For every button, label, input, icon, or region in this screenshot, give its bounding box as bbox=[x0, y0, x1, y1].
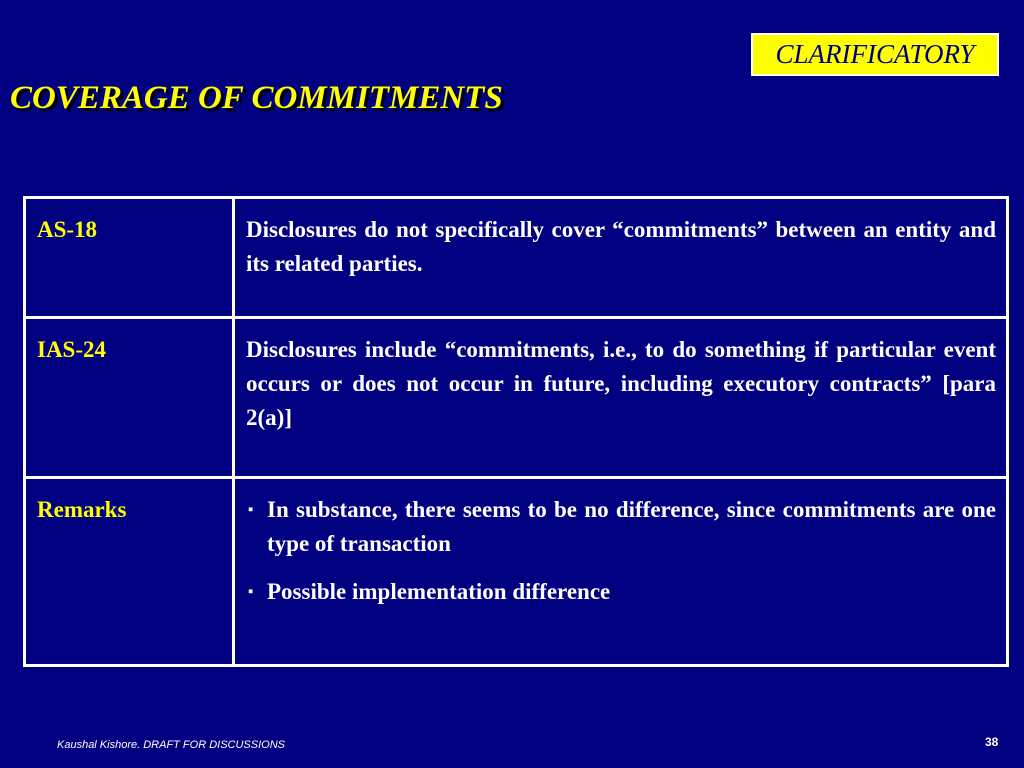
bullet-text: Possible implementation difference bbox=[267, 579, 611, 604]
remarks-list bbox=[246, 493, 996, 609]
list-item bbox=[246, 575, 996, 609]
square-bullet-icon: ▪ bbox=[248, 584, 254, 600]
square-bullet-icon: ▪ bbox=[248, 502, 254, 518]
row-label: Remarks bbox=[25, 478, 234, 666]
remarks-cell bbox=[234, 478, 1008, 666]
badge-label: CLARIFICATORY bbox=[775, 39, 975, 69]
row-text: Disclosures include “commitments, i.e., to do something if particular event occurs or does not occur in future, including executory contracts” [para 2(a)] bbox=[234, 318, 1008, 478]
page-number: 38 bbox=[985, 735, 999, 749]
table-row bbox=[25, 318, 1008, 478]
row-label: AS-18 bbox=[25, 198, 234, 318]
bullet-text: In substance, there seems to be no difference, since commitments are one type of transaction bbox=[267, 497, 996, 556]
list-item bbox=[246, 493, 996, 561]
row-text: Disclosures do not specifically cover “commitments” between an entity and its related parties. bbox=[234, 198, 1008, 318]
slide-title: COVERAGE OF COMMITMENTS bbox=[10, 80, 503, 116]
comparison-table bbox=[23, 196, 1009, 667]
table-row bbox=[25, 198, 1008, 318]
footer-author: Kaushal Kishore. DRAFT FOR DISCUSSIONS bbox=[57, 739, 286, 751]
row-label: IAS-24 bbox=[25, 318, 234, 478]
table-row bbox=[25, 478, 1008, 666]
clarificatory-badge bbox=[751, 33, 999, 76]
